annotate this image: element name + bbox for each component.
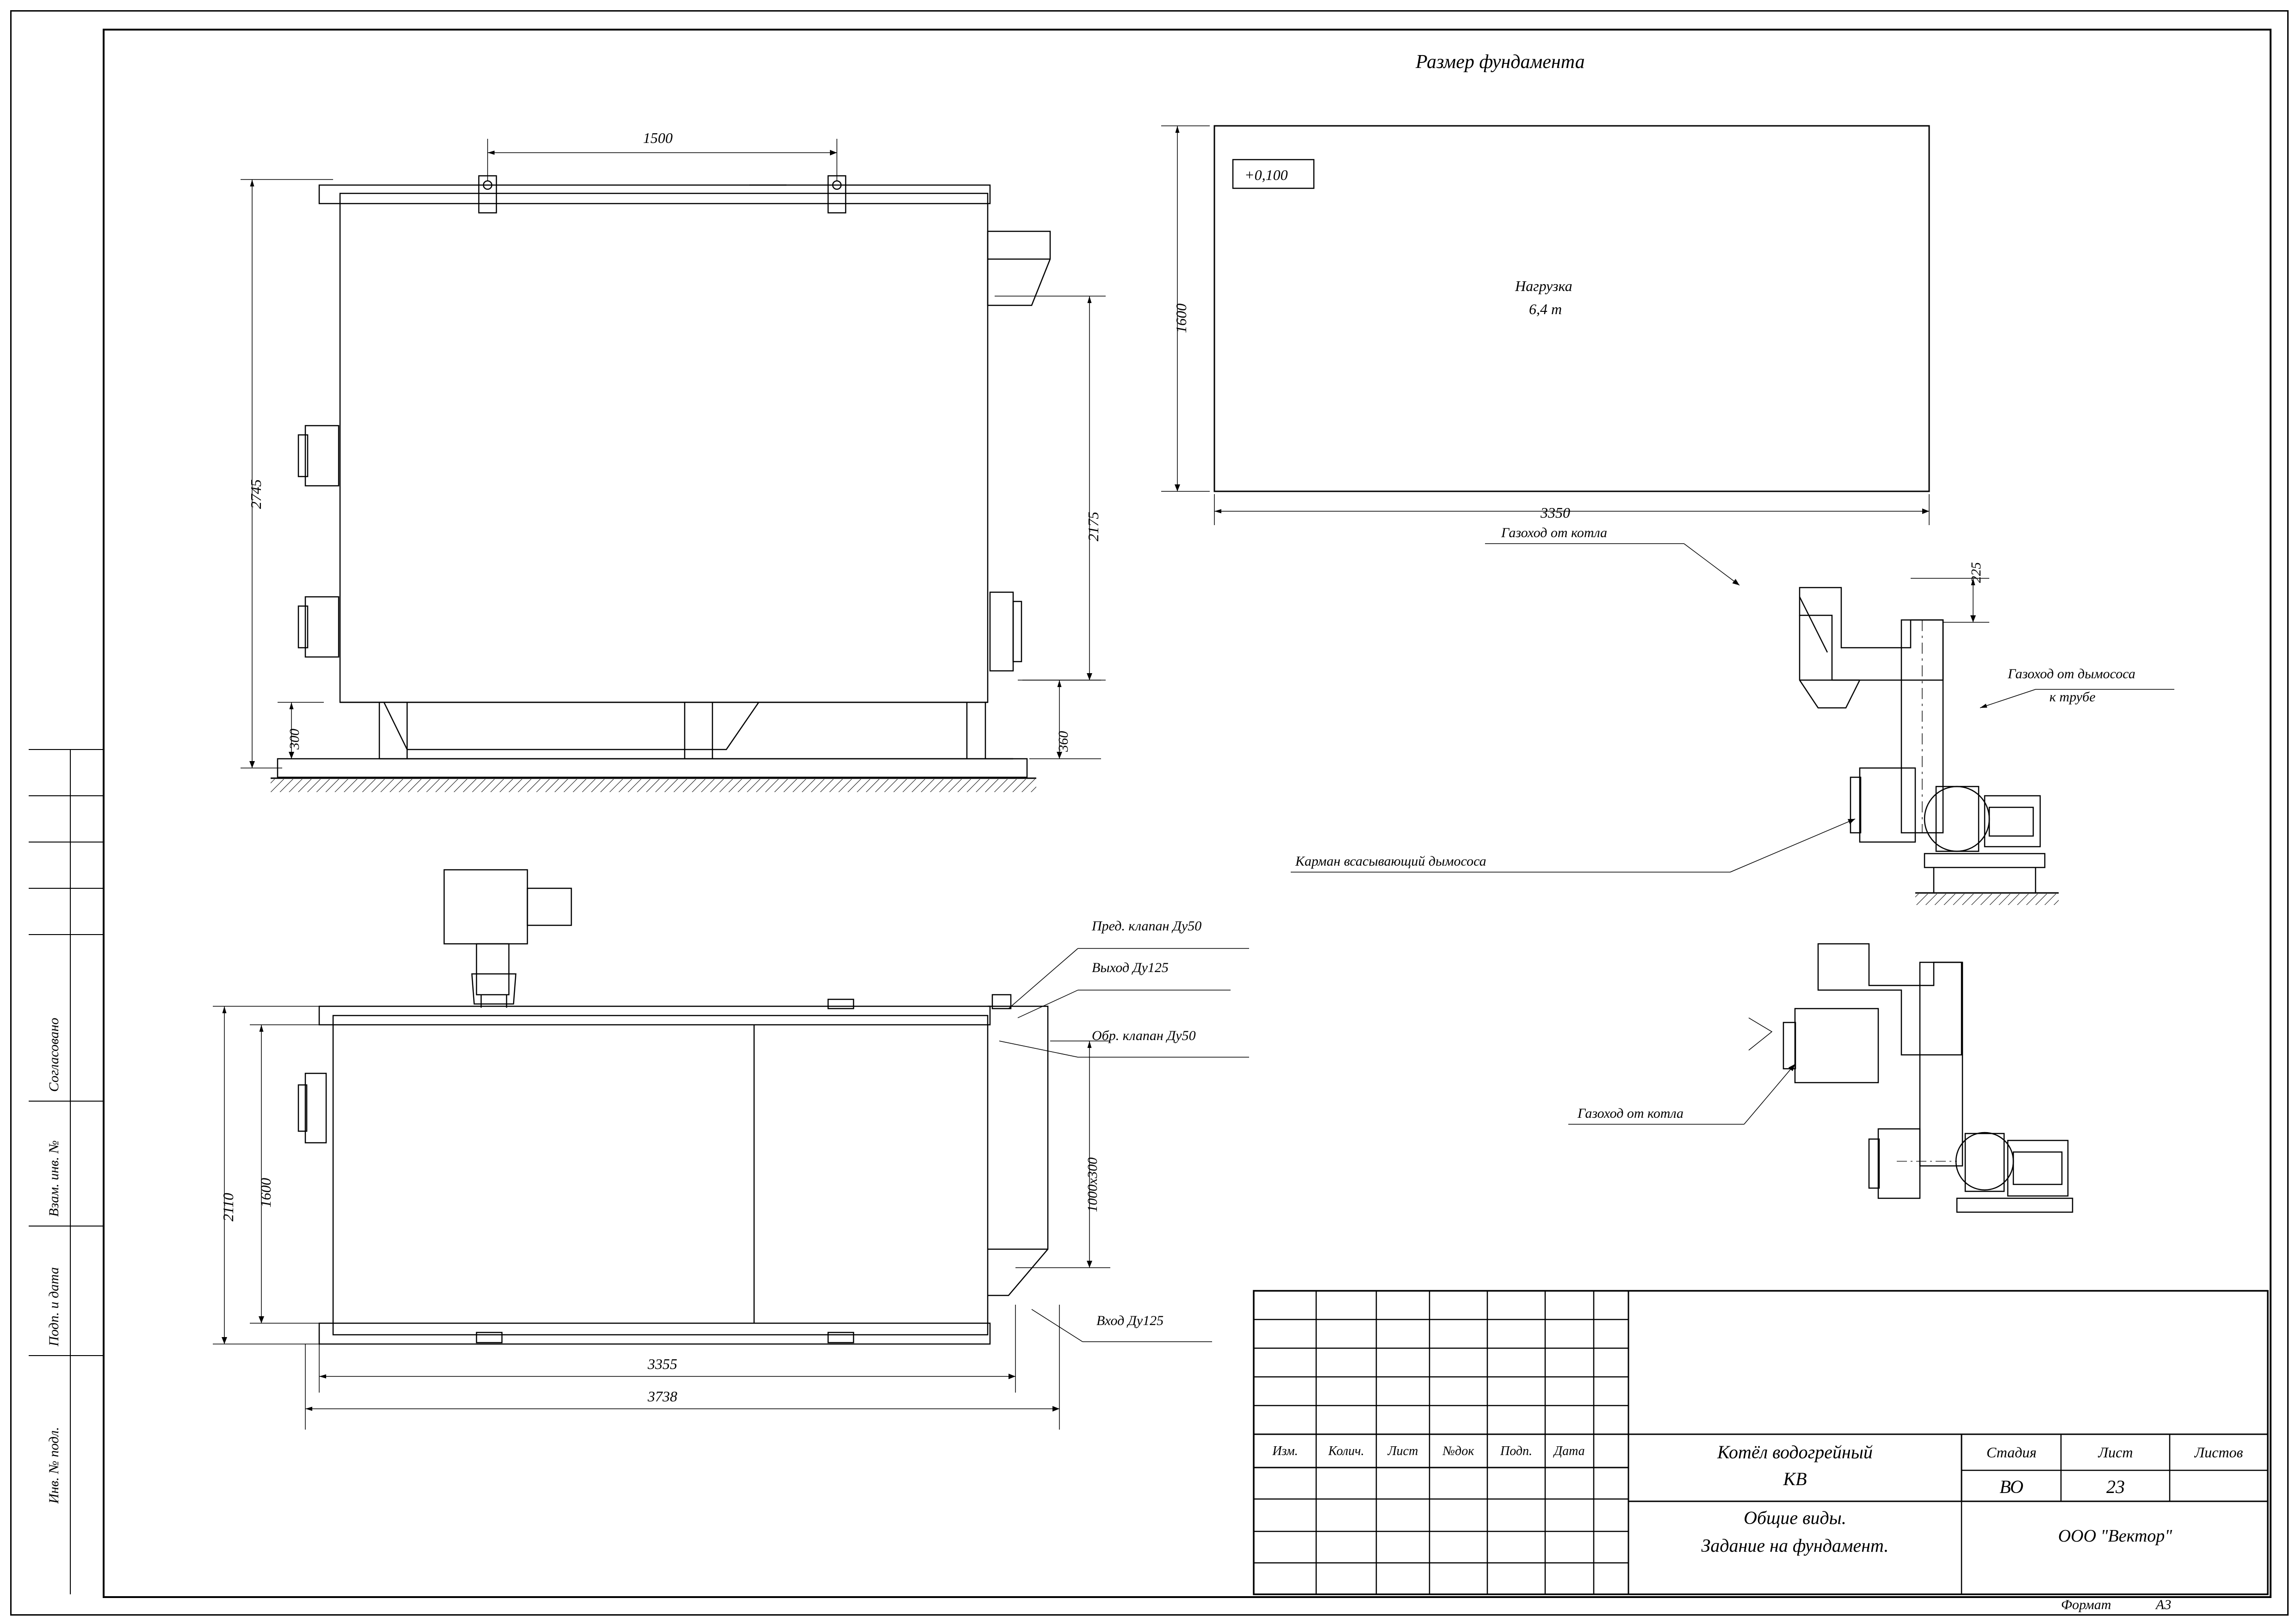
plan-dim-1000x300: 1000х300 bbox=[1085, 1157, 1100, 1212]
side-dim-2745: 2745 bbox=[248, 479, 264, 509]
titleblock-sheet-value: 23 bbox=[2106, 1476, 2125, 1497]
callout-flue-from-boiler-bottom: Газоход от котла bbox=[1578, 1106, 1684, 1121]
foundation-load-value: 6,4 т bbox=[1529, 301, 1562, 317]
sheet-format-value: А3 bbox=[2156, 1597, 2172, 1612]
side-dim-300: 300 bbox=[287, 729, 302, 750]
callout-flue-to-pipe-line2: к трубе bbox=[2049, 689, 2096, 705]
titleblock-head-kolich: Колич. bbox=[1328, 1444, 1364, 1458]
titleblock-sheets-label: Листов bbox=[2194, 1443, 2243, 1461]
flue-dim-225: 225 bbox=[1968, 562, 1984, 583]
titleblock-doc-line2: Задание на фундамент. bbox=[1701, 1535, 1889, 1556]
titleblock-company: ООО "Вектор" bbox=[2058, 1526, 2172, 1546]
margin-label-inv: Инв. № подл. bbox=[46, 1427, 62, 1504]
margin-label-soglasovano: Согласовано bbox=[46, 1017, 62, 1092]
titleblock-sheets-value bbox=[2171, 1473, 2267, 1500]
side-dim-360: 360 bbox=[1056, 731, 1071, 752]
plan-dim-2110: 2110 bbox=[220, 1193, 236, 1221]
side-dim-1500: 1500 bbox=[643, 130, 673, 146]
callout-check-valve: Обр. клапан Ду50 bbox=[1092, 1028, 1196, 1043]
margin-label-vzam: Взам. инв. № bbox=[46, 1140, 62, 1217]
titleblock-sheet-label: Лист bbox=[2098, 1443, 2133, 1461]
callout-suction-pocket: Карман всасывающий дымососа bbox=[1295, 854, 1486, 869]
titleblock-product-line2: КВ bbox=[1783, 1468, 1807, 1489]
callout-inlet: Вход Ду125 bbox=[1096, 1313, 1164, 1328]
plan-dim-1600: 1600 bbox=[257, 1178, 274, 1208]
titleblock-head-ndok: №док bbox=[1442, 1444, 1474, 1458]
titleblock-head-data: Дата bbox=[1554, 1444, 1585, 1458]
titleblock-doc-line1: Общие виды. bbox=[1744, 1507, 1846, 1528]
callout-flue-from-boiler-top: Газоход от котла bbox=[1501, 525, 1608, 540]
callout-flue-to-pipe-line1: Газоход от дымососа bbox=[2008, 666, 2135, 681]
foundation-elevation: +0,100 bbox=[1244, 167, 1288, 183]
plan-dim-3738: 3738 bbox=[648, 1388, 677, 1405]
callout-outlet: Выход Ду125 bbox=[1092, 960, 1169, 975]
foundation-dim-height: 1600 bbox=[1173, 304, 1189, 333]
foundation-dim-width: 3350 bbox=[1541, 504, 1570, 521]
titleblock-product-line1: Котёл водогрейный bbox=[1717, 1441, 1873, 1462]
titleblock-head-izm: Изм. bbox=[1272, 1444, 1298, 1458]
titleblock-stage-value: ВО bbox=[1999, 1476, 2024, 1497]
margin-label-podp: Подп. и дата bbox=[46, 1267, 62, 1346]
sheet-format-label: Формат bbox=[2061, 1597, 2111, 1612]
callout-safety-valve: Пред. клапан Ду50 bbox=[1092, 918, 1202, 934]
plan-dim-3355: 3355 bbox=[648, 1356, 677, 1372]
titleblock-head-podp: Подп. bbox=[1500, 1444, 1532, 1458]
foundation-load-label: Нагрузка bbox=[1515, 278, 1572, 294]
titleblock-head-list: Лист bbox=[1387, 1444, 1418, 1458]
side-dim-2175: 2175 bbox=[1085, 512, 1102, 541]
titleblock-stage-label: Стадия bbox=[1986, 1443, 2037, 1461]
foundation-title: Размер фундамента bbox=[1416, 51, 1585, 73]
